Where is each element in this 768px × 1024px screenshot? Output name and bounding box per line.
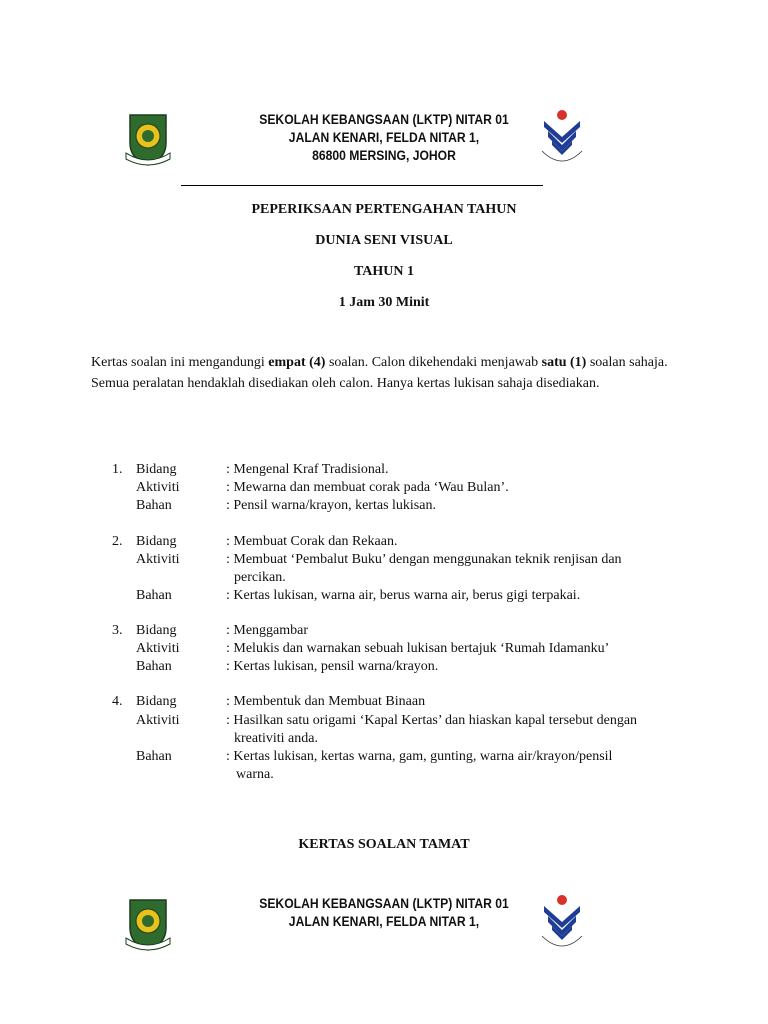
bidang-value: : Membentuk dan Membuat Binaan xyxy=(226,694,426,709)
instructions-text-2: soalan. Calon dikehendaki menjawab xyxy=(325,355,542,370)
bidang-label: Bidang xyxy=(136,462,177,477)
instructions-text-3: soalan sahaja. Semua peralatan hendaklah disediakan oleh calon. Hanya kertas lukisan sahaja disediakan. xyxy=(91,355,668,391)
instructions-paragraph xyxy=(91,352,681,394)
aktiviti-label: Aktiviti xyxy=(136,480,180,495)
instructions-bold-2: satu (1) xyxy=(541,355,587,370)
aktiviti-value: : Mewarna dan membuat corak pada ‘Wau Bulan’. xyxy=(226,480,509,495)
bahan-label: Bahan xyxy=(136,588,172,603)
exam-title: PEPERIKSAAN PERTENGAHAN TAHUN xyxy=(251,202,517,217)
year-title: TAHUN 1 xyxy=(353,264,415,279)
letterhead xyxy=(0,105,768,205)
header-divider xyxy=(181,185,543,186)
question-number: 4. xyxy=(112,694,123,709)
aktiviti-value: : Membuat ‘Pembalut Buku’ dengan menggunakan teknik renjisan dan xyxy=(226,552,622,567)
subject-title: DUNIA SENI VISUAL xyxy=(315,233,453,248)
bahan-value: : Kertas lukisan, kertas warna, gam, gunting, warna air/krayon/pensil xyxy=(226,749,613,764)
school-postcode-line: 86800 MERSING, JOHOR xyxy=(312,148,456,163)
aktiviti-label: Aktiviti xyxy=(136,552,180,567)
bahan-label: Bahan xyxy=(136,659,172,674)
duration-title: 1 Jam 30 Minit xyxy=(338,295,430,310)
instructions-bold-1: empat (4) xyxy=(268,355,326,370)
question-number: 1. xyxy=(112,462,123,477)
aktiviti-value: : Hasilkan satu origami ‘Kapal Kertas’ dan hiaskan kapal tersebut dengan xyxy=(226,713,638,728)
bidang-label: Bidang xyxy=(136,694,177,709)
aktiviti-value-continued: kreativiti anda. xyxy=(234,731,318,746)
aktiviti-label: Aktiviti xyxy=(136,713,180,728)
end-of-paper: KERTAS SOALAN TAMAT xyxy=(298,837,470,852)
bidang-label: Bidang xyxy=(136,623,177,638)
aktiviti-value-continued: percikan. xyxy=(234,570,286,585)
bidang-value: : Mengenal Kraf Tradisional. xyxy=(226,462,389,477)
bidang-label: Bidang xyxy=(136,534,177,549)
bahan-value: : Pensil warna/krayon, kertas lukisan. xyxy=(226,498,436,513)
school-name: SEKOLAH KEBANGSAAN (LKTP) NITAR 01 xyxy=(259,112,509,127)
bidang-value: : Menggambar xyxy=(226,623,309,638)
question-number: 2. xyxy=(112,534,123,549)
kpm-logo-icon xyxy=(538,107,586,163)
bahan-value: : Kertas lukisan, pensil warna/krayon. xyxy=(226,659,439,674)
bidang-value: : Membuat Corak dan Rekaan. xyxy=(226,534,398,549)
bahan-value-continued: warna. xyxy=(236,767,274,782)
school-name: SEKOLAH KEBANGSAAN (LKTP) NITAR 01 xyxy=(259,896,509,911)
instructions-text-1: Kertas soalan ini mengandungi xyxy=(91,355,269,370)
kpm-logo-icon xyxy=(538,892,586,948)
aktiviti-value: : Melukis dan warnakan sebuah lukisan bertajuk ‘Rumah Idamanku’ xyxy=(226,641,610,656)
bahan-label: Bahan xyxy=(136,749,172,764)
school-address-line: JALAN KENARI, FELDA NITAR 1, xyxy=(288,914,480,929)
question-number: 3. xyxy=(112,623,123,638)
aktiviti-label: Aktiviti xyxy=(136,641,180,656)
school-address-line: JALAN KENARI, FELDA NITAR 1, xyxy=(288,130,480,145)
bahan-label: Bahan xyxy=(136,498,172,513)
letterhead-next-page xyxy=(0,890,768,990)
bahan-value: : Kertas lukisan, warna air, berus warna air, berus gigi terpakai. xyxy=(226,588,581,603)
